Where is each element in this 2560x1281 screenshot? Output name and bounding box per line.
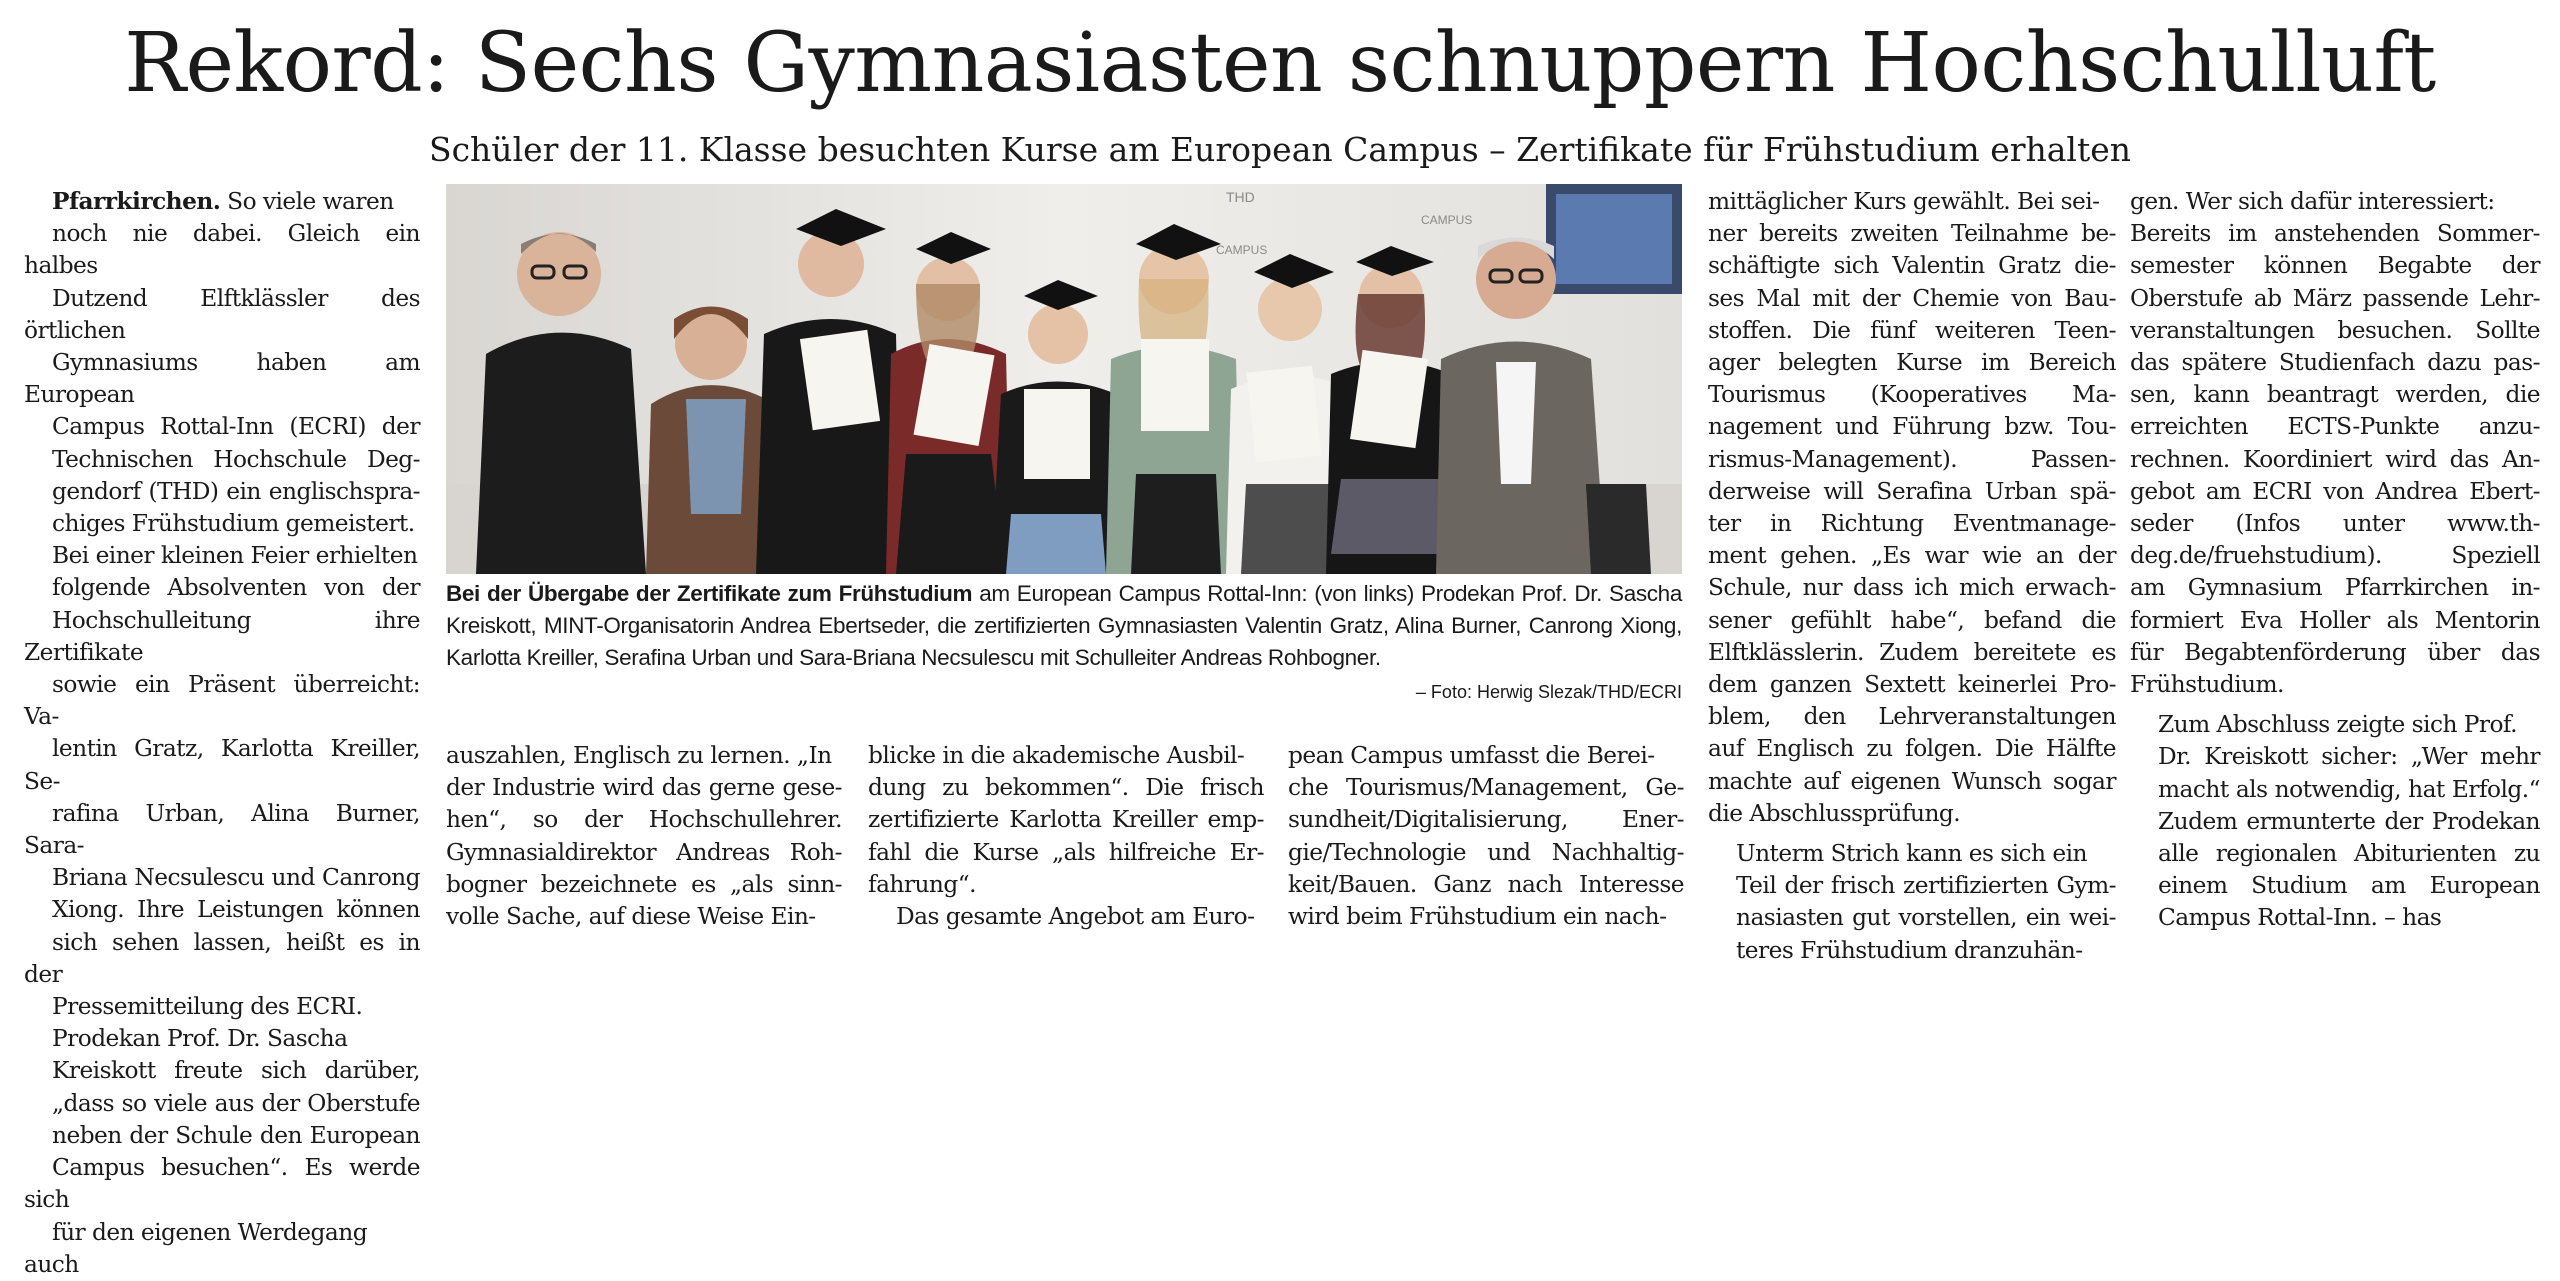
paragraph-text <box>24 1025 420 1281</box>
text-line: Campus Rottal-Inn. – has <box>2158 904 2442 932</box>
text-line: Bereits im anstehenden Sommer- <box>2130 220 2540 248</box>
text-line: auf Englisch zu folgen. Die Hälfte <box>1708 735 2116 763</box>
text-line: die Abschlussprüfung. <box>1708 799 1961 827</box>
text-line: che Tourismus/Management, Ge- <box>1288 774 1684 802</box>
signage-text: CAMPUS <box>1421 213 1473 227</box>
text-line: seder (Infos unter www.th- <box>2130 510 2540 538</box>
text-line: dung zu bekommen“. Die frisch <box>868 774 1264 802</box>
text-line: Prodekan Prof. Dr. Sascha <box>52 1025 348 1053</box>
text-line: pean Campus umfasst die Berei- <box>1288 742 1655 769</box>
text-line: Campus Rottal-Inn (ECRI) der <box>52 413 420 441</box>
text-line: dem ganzen Sextett keinerlei Pro- <box>1708 671 2116 699</box>
paragraph-text <box>896 903 1254 930</box>
text-line: macht als notwendig, hat Erfolg.“ <box>2158 775 2540 803</box>
text-line: Oberstufe ab März passende Lehr- <box>2130 284 2540 312</box>
photo-caption <box>446 578 1682 674</box>
text-line: folgende Absolventen von der <box>52 574 420 602</box>
paragraph <box>2130 709 2540 934</box>
text-line: schäftigte sich Valentin Gratz die- <box>1708 252 2116 280</box>
text-line: Elftklässlerin. Zudem bereitete es <box>1708 638 2116 666</box>
text-line: zertifizierte Karlotta Kreiller emp- <box>868 806 1264 834</box>
text-line: „dass so viele aus der Oberstufe <box>52 1089 420 1117</box>
text-line: machte auf eigenen Wunsch sogar <box>1708 767 2116 795</box>
text-line: ner bereits zweiten Teilnahme be- <box>1708 220 2116 248</box>
text-line: bogner bezeichnete es „als sinn- <box>446 870 842 898</box>
caption-lead: Bei der Übergabe der Zertifikate zum Frühstudium <box>446 581 973 606</box>
text-line: der Industrie wird das gerne gese- <box>446 774 842 802</box>
paragraph-text <box>868 742 1264 901</box>
text-line: Campus besuchen“. Es werde sich <box>24 1154 420 1214</box>
text-line: volle Sache, auf diese Weise Ein- <box>446 903 816 931</box>
text-line: blem, den Lehrveranstaltungen <box>1708 703 2116 731</box>
text-line: gebot am ECRI von Andrea Ebert- <box>2130 477 2540 505</box>
text-line: gen. Wer sich dafür interessiert: <box>2130 188 2495 215</box>
text-line: Dr. Kreiskott sicher: „Wer mehr <box>2158 743 2540 771</box>
text-line: erreichten ECTS-Punkte anzu- <box>2130 413 2540 441</box>
text-line: Teil der frisch zertifizierten Gym- <box>1736 872 2116 900</box>
text-line: Kreiskott freute sich darüber, <box>52 1057 420 1085</box>
text-line: mittäglicher Kurs gewählt. Bei sei- <box>1708 188 2100 215</box>
article-subheadline: Schüler der 11. Klasse besuchten Kurse am European Campus – Zertifikate für Frühstudium erhalten <box>428 130 2132 169</box>
paragraph <box>868 740 1264 901</box>
text-line: semester können Begabte der <box>2130 252 2540 280</box>
text-line: rafina Urban, Alina Burner, Sara- <box>24 799 420 860</box>
text-line: Hochschulleitung ihre Zertifikate <box>24 606 420 666</box>
text-column-1 <box>24 186 420 1281</box>
article-photo <box>446 184 1682 574</box>
dateline: Pfarrkirchen. <box>52 188 221 215</box>
text-line: derweise will Serafina Urban spä- <box>1708 477 2116 505</box>
text-line: fahrung“. <box>868 870 976 898</box>
text-line: So viele waren <box>227 188 394 215</box>
text-line: ses Mal mit der Chemie von Bau- <box>1708 284 2116 312</box>
text-line: Gymnasiums haben am European <box>24 349 420 409</box>
text-line: veranstaltungen besuchen. Sollte <box>2130 316 2540 344</box>
signage-text: CAMPUS <box>1216 243 1268 257</box>
paragraph <box>2130 186 2540 701</box>
text-line: sich sehen lassen, heißt es in der <box>24 928 420 988</box>
text-line: für den eigenen Werdegang auch <box>24 1218 368 1278</box>
paragraph-text <box>2130 711 2540 934</box>
text-line: lentin Gratz, Karlotta Kreiller, Se- <box>24 735 420 795</box>
text-line: Dutzend Elftklässler des örtlichen <box>24 284 420 344</box>
text-column-6 <box>2130 186 2540 935</box>
paragraph <box>1288 740 1684 933</box>
text-line: neben der Schule den European <box>52 1121 420 1149</box>
text-line: ager belegten Kurse im Bereich <box>1708 349 2116 377</box>
text-line: nagement und Führung bzw. Tou- <box>1708 413 2116 441</box>
text-line: am Gymnasium Pfarrkirchen in- <box>2130 574 2540 602</box>
text-line: für Begabtenförderung über das <box>2130 638 2540 666</box>
paragraph <box>1708 186 2116 830</box>
text-line: ment gehen. „Es war wie an der <box>1708 542 2116 570</box>
text-line: Briana Necsulescu und Canrong <box>52 864 420 892</box>
text-line: nasiasten gut vorstellen, ein wei- <box>1736 904 2116 932</box>
text-line: Xiong. Ihre Leistungen können <box>52 896 420 924</box>
text-line: sener gefühlt habe“, befand die <box>1708 606 2116 634</box>
paragraph-text <box>24 188 420 540</box>
text-line: stoffen. Die fünf weiteren Teen- <box>1708 316 2116 344</box>
text-line: alle regionalen Abiturienten zu <box>2158 840 2540 868</box>
text-line: Unterm Strich kann es sich ein <box>1736 840 2087 868</box>
text-line: Zum Abschluss zeigte sich Prof. <box>2158 711 2518 739</box>
text-line: Tourismus (Kooperatives Ma- <box>1708 381 2116 409</box>
paragraph <box>24 1023 420 1281</box>
text-line: wird beim Frühstudium ein nach- <box>1288 903 1667 931</box>
text-line: blicke in die akademische Ausbil- <box>868 742 1245 769</box>
text-line: sundheit/Digitalisierung, Ener- <box>1288 806 1684 834</box>
text-line: noch nie dabei. Gleich ein halbes <box>24 220 420 280</box>
text-column-5 <box>1708 186 2116 967</box>
text-line: einem Studium am European <box>2158 872 2540 900</box>
text-column-2 <box>446 740 842 933</box>
text-line: rechnen. Koordiniert wird das An- <box>2130 445 2540 473</box>
text-line: sowie ein Präsent überreicht: Va- <box>24 671 420 731</box>
text-line: teres Frühstudium dranzuhän- <box>1736 936 2083 964</box>
paragraph-text <box>2130 188 2540 701</box>
text-line: formiert Eva Holler als Mentorin <box>2130 606 2540 634</box>
paragraph-text <box>24 542 420 1023</box>
text-line: Zudem ermunterte der Prodekan <box>2158 807 2540 835</box>
caption-text: am European Campus Rottal-Inn: (von links) Prodekan Prof. Dr. Sascha Kreiskott, MINT-Organisatorin Andrea Ebertseder, die zertifizierten Gymnasiasten Valentin Gratz, Alina Burner, Canrong Xiong, Karlotta Kreiller, Serafina Urban und Sara-Briana Necsulescu mit Schulleiter Andreas Rohbogner. <box>446 581 1682 670</box>
text-line: Das gesamte Angebot am Euro- <box>896 903 1255 931</box>
text-line: gendorf (THD) ein englischspra- <box>52 477 420 505</box>
paragraph-text <box>1708 840 2116 967</box>
text-line: Gymnasialdirektor Andreas Roh- <box>446 838 842 866</box>
text-line: das spätere Studienfach dazu pas- <box>2130 349 2540 377</box>
photo-credit: – Foto: Herwig Slezak/THD/ECRI <box>1415 682 1682 702</box>
text-line: keit/Bauen. Ganz nach Interesse <box>1288 870 1684 898</box>
text-line: sen, kann beantragt werden, die <box>2130 381 2540 409</box>
text-line: rismus-Management). Passen- <box>1708 445 2116 473</box>
text-column-3 <box>868 740 1264 933</box>
paragraph <box>24 540 420 1023</box>
text-line: chiges Frühstudium gemeistert. <box>52 510 415 538</box>
text-line: Frühstudium. <box>2130 671 2284 699</box>
paragraph <box>446 740 842 933</box>
text-line: gie/Technologie und Nachhaltig- <box>1288 838 1684 866</box>
text-line: ter in Richtung Eventmanage- <box>1708 510 2116 538</box>
text-line: auszahlen, Englisch zu lernen. „In <box>446 742 832 769</box>
paragraph-text <box>1708 188 2116 830</box>
text-line: fahl die Kurse „als hilfreiche Er- <box>868 838 1264 866</box>
text-column-4 <box>1288 740 1684 933</box>
text-line: Technischen Hochschule Deg- <box>52 445 420 473</box>
signage-text: THD <box>1226 189 1255 205</box>
text-line: Bei einer kleinen Feier erhielten <box>52 542 418 570</box>
article-headline: Rekord: Sechs Gymnasiasten schnuppern Hochschulluft <box>124 16 2436 111</box>
text-line: deg.de/fruehstudium). Speziell <box>2130 542 2540 570</box>
paragraph-text <box>1288 742 1684 933</box>
text-line: Pressemitteilung des ECRI. <box>52 993 363 1021</box>
text-line: Schule, nur dass ich mich erwach- <box>1708 574 2116 602</box>
paragraph-intro <box>24 186 420 540</box>
paragraph <box>1708 838 2116 967</box>
paragraph <box>868 901 1264 933</box>
text-line: hen“, so der Hochschullehrer. <box>446 806 842 834</box>
paragraph-text <box>446 742 842 933</box>
